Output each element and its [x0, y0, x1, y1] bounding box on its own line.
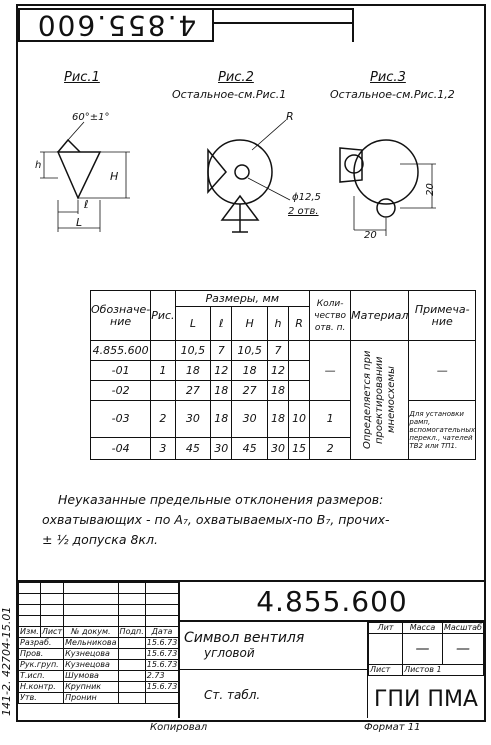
row-holes: 2 [310, 438, 351, 460]
fig2-hole-count: 2 отв. [288, 206, 319, 217]
fig3-circle [354, 140, 418, 204]
fig3-hole-bottom [377, 199, 395, 217]
row-R [289, 361, 310, 381]
fig1-dim-h: h [35, 160, 42, 171]
row-h: 12 [268, 361, 289, 381]
col-list: Лист [41, 627, 63, 636]
role-name: Пронин [64, 693, 118, 704]
col-holes: Коли-чество отв. п. [310, 291, 351, 341]
row-L: 45 [175, 438, 211, 460]
note-text: Для установки рамп, вспомогательных перекл., чателей ТВ2 или ТП1. [409, 401, 476, 460]
row-l: 7 [211, 341, 232, 361]
row-h: 18 [268, 381, 289, 401]
figures-drawing [0, 0, 491, 300]
fig2-hole: ϕ12,5 [292, 192, 321, 203]
row-fig: 2 [151, 401, 175, 438]
role-date [145, 693, 179, 704]
stamp-number: 4.855.600 [35, 9, 197, 42]
tolerance-line-2: охватывающих - по А₇, охватываемых-по В₇, прочих- [42, 512, 390, 527]
fig1-dim-H: H [110, 170, 119, 183]
row-holes: 1 [310, 401, 351, 438]
sheets-label: Листов 1 [403, 665, 484, 676]
fig2-note: Остальное-см.Рис.1 [172, 88, 287, 101]
fig3-dim-h: 20 [364, 230, 377, 241]
row-fig: 1 [151, 361, 175, 381]
role-name: Шумова [64, 671, 118, 682]
material-cell [178, 670, 368, 718]
row-l: 12 [211, 361, 232, 381]
doc-number: 4.855.600 [178, 582, 484, 622]
lit-label: Лит [369, 623, 403, 634]
col-L: L [175, 307, 211, 341]
scale-value: — [442, 634, 483, 665]
role: Утв. [19, 693, 64, 704]
row-holes: — [310, 341, 351, 401]
sheet-label: Лист [369, 665, 403, 676]
side-stamp: 141-2. 42704-15.01 [0, 606, 13, 716]
material-value: Ст. табл. [204, 688, 261, 702]
row-designation: 4.855.600 [91, 341, 151, 361]
col-note: Примеча-ние [409, 291, 476, 341]
mass-value: — [403, 634, 443, 665]
row-H: 10,5 [232, 341, 268, 361]
row-fig [151, 381, 175, 401]
row-H: 27 [232, 381, 268, 401]
role-name: Кузнецова [64, 649, 118, 660]
mass-label: Масса [403, 623, 443, 634]
row-R [289, 341, 310, 361]
fig3-note: Остальное-см.Рис.1,2 [330, 88, 455, 101]
org-name: ГПИ ПМА [374, 687, 478, 712]
fig3-label: Рис.3 [370, 70, 406, 85]
row-fig [151, 341, 175, 361]
row-h: 18 [268, 401, 289, 438]
row-R [289, 381, 310, 401]
role-date: 15.6.73 [146, 649, 178, 658]
row-H: 18 [232, 361, 268, 381]
title-line-1: Символ вентиля [184, 630, 305, 646]
fig2-radius: R [286, 110, 294, 123]
col-R: R [289, 307, 310, 341]
row-H: 30 [232, 401, 268, 438]
row-L: 18 [175, 361, 211, 381]
col-H: H [232, 307, 268, 341]
row-L: 27 [175, 381, 211, 401]
row-fig: 3 [151, 438, 175, 460]
fig1-dim-L: L [76, 216, 83, 229]
material-text: Определяется при проектировании мнемосхемы [361, 350, 397, 450]
role-row [19, 671, 179, 682]
fig3-dim-v: 20 [424, 183, 436, 196]
role-row [19, 638, 179, 649]
table-row [91, 401, 476, 438]
fig2-circle [208, 140, 272, 204]
role: Разраб. [19, 638, 64, 649]
role-row [19, 649, 179, 660]
tolerance-line-1: Неуказанные предельные отклонения размеров: [58, 492, 384, 507]
row-L: 10,5 [175, 341, 211, 361]
col-designation: Обозначе-ние [91, 291, 151, 341]
col-material: Материал [351, 291, 409, 341]
row-l: 30 [211, 438, 232, 460]
scale-label: Масштаб [443, 623, 482, 632]
row-h: 30 [268, 438, 289, 460]
title-line-2: угловой [204, 646, 255, 660]
row-L: 30 [175, 401, 211, 438]
format-label: Формат 11 [364, 722, 421, 733]
role: Рук.груп. [19, 660, 64, 671]
role: Н.контр. [19, 682, 64, 693]
fig1-angle: 60°±1° [72, 112, 110, 123]
note-dash: — [409, 341, 476, 401]
role-date: 15.6.73 [146, 660, 178, 669]
fig1-dim-l: ℓ [84, 198, 89, 211]
role-date: 15.6.73 [146, 638, 178, 647]
fig1-arrow [58, 140, 80, 152]
col-sign: Подп. [119, 627, 144, 636]
col-doc: № докум. [64, 627, 118, 638]
role-row [19, 660, 179, 671]
tolerance-line-3: ± ½ допуска 8кл. [42, 532, 158, 547]
row-l: 18 [211, 401, 232, 438]
row-R: 10 [289, 401, 310, 438]
col-h: h [268, 307, 289, 341]
col-date: Дата [145, 627, 179, 638]
material-cell [351, 341, 409, 460]
fig2-hole [235, 165, 249, 179]
fig1-triangle [58, 152, 100, 198]
fig1-label: Рис.1 [64, 70, 100, 85]
lit-mass-scale [368, 622, 484, 676]
role-date: 15.6.73 [146, 682, 178, 691]
row-R: 15 [289, 438, 310, 460]
col-izm: Изм. [20, 627, 39, 636]
table-row [91, 341, 476, 361]
role-name: Крупник [64, 682, 118, 693]
row-h: 7 [268, 341, 289, 361]
row-designation: -03 [91, 401, 151, 438]
row-designation: -04 [91, 438, 151, 460]
role-row [19, 682, 179, 693]
spec-table [90, 290, 476, 460]
role-name: Кузнецова [64, 660, 118, 671]
row-designation: -02 [91, 381, 151, 401]
copied-label: Копировал [150, 722, 208, 733]
role-name: Мельникова [65, 638, 117, 647]
title-cell [178, 622, 368, 670]
row-H: 45 [232, 438, 268, 460]
role-row [19, 693, 179, 704]
col-sizes: Размеры, мм [175, 291, 310, 307]
role-date: 2.73 [145, 671, 179, 682]
col-l: ℓ [211, 307, 232, 341]
fig3-left-box [340, 148, 362, 182]
revision-grid [18, 582, 179, 704]
role: Т.исп. [19, 671, 64, 682]
col-fig: Рис. [151, 291, 175, 341]
role: Пров. [19, 649, 64, 660]
row-designation: -01 [91, 361, 151, 381]
row-l: 18 [211, 381, 232, 401]
fig2-label: Рис.2 [218, 70, 254, 85]
